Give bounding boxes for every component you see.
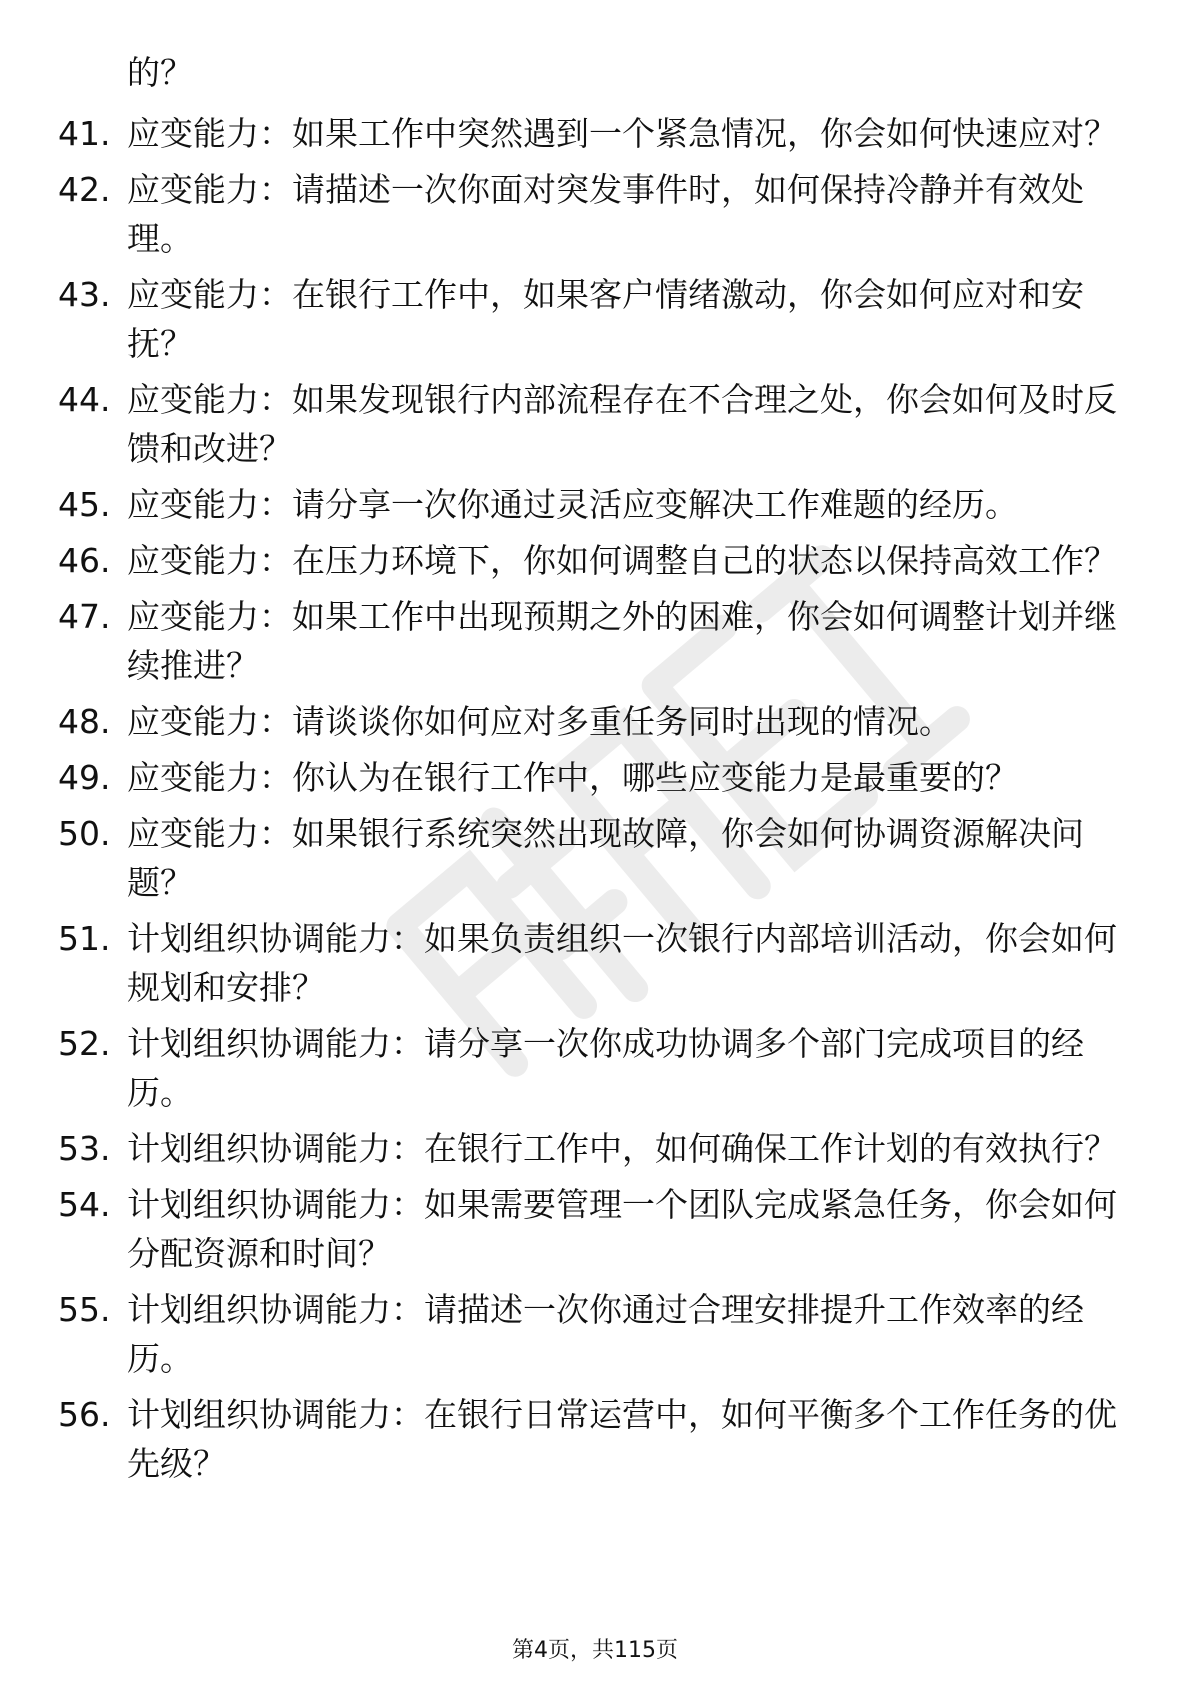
list-item bbox=[0, 1390, 1190, 1488]
question-text: 计划组织协调能力：如果需要管理一个团队完成紧急任务，你会如何分配资源和时间？ bbox=[127, 1185, 1117, 1273]
question-text: 应变能力：请谈谈你如何应对多重任务同时出现的情况。 bbox=[127, 702, 952, 741]
list-item bbox=[0, 697, 1190, 746]
list-item bbox=[0, 1124, 1190, 1173]
list-item bbox=[0, 270, 1190, 368]
question-text: 计划组织协调能力：请分享一次你成功协调多个部门完成项目的经历。 bbox=[127, 1024, 1084, 1112]
question-text: 应变能力：你认为在银行工作中，哪些应变能力是最重要的？ bbox=[127, 758, 1018, 797]
question-text: 计划组织协调能力：在银行工作中，如何确保工作计划的有效执行？ bbox=[127, 1129, 1117, 1168]
question-number: 43. bbox=[58, 275, 111, 314]
question-number: 49. bbox=[58, 758, 111, 797]
question-text: 计划组织协调能力：如果负责组织一次银行内部培训活动，你会如何规划和安排？ bbox=[127, 919, 1117, 1007]
question-number: 41. bbox=[58, 114, 111, 153]
list-item bbox=[0, 1285, 1190, 1383]
question-text: 计划组织协调能力：请描述一次你通过合理安排提升工作效率的经历。 bbox=[127, 1290, 1084, 1378]
question-number: 53. bbox=[58, 1129, 111, 1168]
question-number: 56. bbox=[58, 1395, 111, 1434]
question-number: 52. bbox=[58, 1024, 111, 1063]
continuation-text: 的？ bbox=[127, 53, 193, 92]
list-item bbox=[0, 592, 1190, 690]
list-item bbox=[0, 536, 1190, 585]
question-text: 应变能力：如果工作中出现预期之外的困难，你会如何调整计划并继续推进？ bbox=[127, 597, 1117, 685]
list-item bbox=[0, 1019, 1190, 1117]
question-text: 应变能力：在压力环境下，你如何调整自己的状态以保持高效工作？ bbox=[127, 541, 1117, 580]
question-number: 55. bbox=[58, 1290, 111, 1329]
question-number: 47. bbox=[58, 597, 111, 636]
question-number: 44. bbox=[58, 380, 111, 419]
question-text: 应变能力：请分享一次你通过灵活应变解决工作难题的经历。 bbox=[127, 485, 1018, 524]
question-number: 51. bbox=[58, 919, 111, 958]
list-item bbox=[0, 375, 1190, 473]
page-footer: 第4页，共115页 bbox=[512, 1638, 678, 1663]
list-item bbox=[0, 753, 1190, 802]
question-text: 应变能力：如果工作中突然遇到一个紧急情况，你会如何快速应对？ bbox=[127, 114, 1117, 153]
list-item bbox=[0, 165, 1190, 263]
question-number: 50. bbox=[58, 814, 111, 853]
list-item bbox=[0, 1180, 1190, 1278]
question-text: 应变能力：在银行工作中，如果客户情绪激动，你会如何应对和安抚？ bbox=[127, 275, 1084, 363]
question-text: 应变能力：请描述一次你面对突发事件时，如何保持冷静并有效处理。 bbox=[127, 170, 1084, 258]
list-item bbox=[0, 914, 1190, 1012]
question-text: 计划组织协调能力：在银行日常运营中，如何平衡多个工作任务的优先级？ bbox=[127, 1395, 1117, 1483]
question-number: 48. bbox=[58, 702, 111, 741]
list-item bbox=[0, 809, 1190, 907]
question-number: 54. bbox=[58, 1185, 111, 1224]
list-item bbox=[0, 480, 1190, 529]
question-list bbox=[0, 109, 1190, 1495]
question-number: 46. bbox=[58, 541, 111, 580]
question-number: 42. bbox=[58, 170, 111, 209]
question-number: 45. bbox=[58, 485, 111, 524]
question-text: 应变能力：如果发现银行内部流程存在不合理之处，你会如何及时反馈和改进？ bbox=[127, 380, 1117, 468]
question-text: 应变能力：如果银行系统突然出现故障，你会如何协调资源解决问题？ bbox=[127, 814, 1084, 902]
list-item bbox=[0, 109, 1190, 158]
